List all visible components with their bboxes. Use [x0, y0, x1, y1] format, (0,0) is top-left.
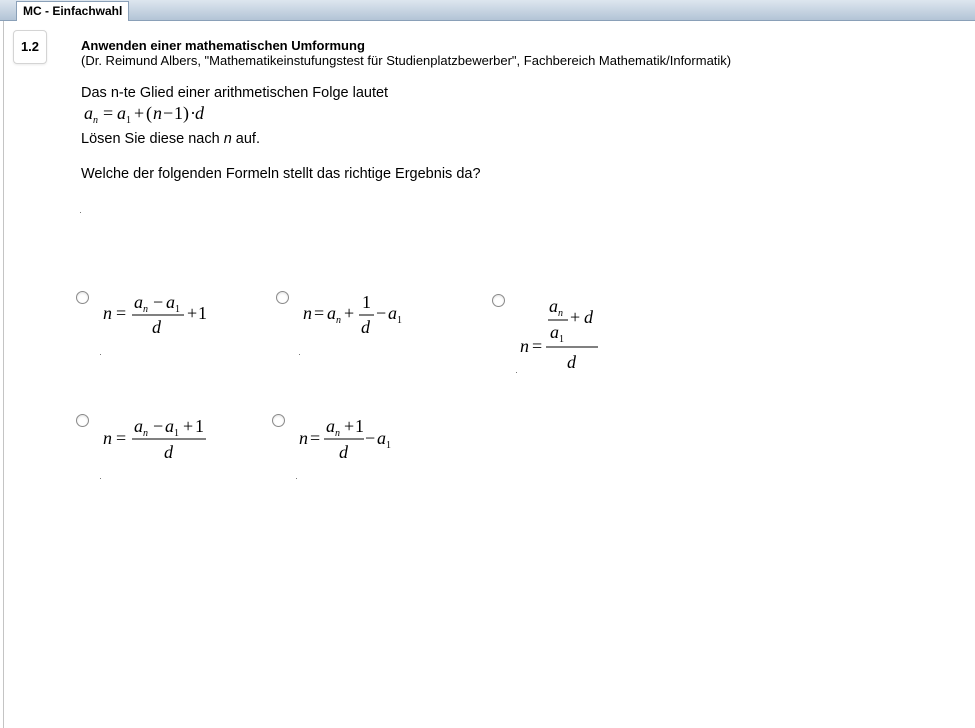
- svg-text:−: −: [153, 292, 164, 312]
- eq-sign: =: [103, 103, 114, 123]
- var-n: n: [153, 103, 162, 123]
- option-c-dot: [516, 372, 517, 373]
- var-a: a: [84, 103, 93, 123]
- svg-text:n: n: [335, 428, 340, 439]
- solve-var: n: [223, 131, 232, 147]
- sub-n: n: [93, 115, 98, 126]
- svg-text:n: n: [103, 428, 112, 448]
- option-c-formula: [516, 290, 616, 375]
- svg-text:n: n: [336, 315, 341, 326]
- option-e-radio[interactable]: [272, 414, 285, 427]
- svg-text:1: 1: [559, 334, 564, 345]
- svg-text:a: a: [326, 416, 335, 436]
- svg-text:a: a: [165, 416, 174, 436]
- svg-text:a: a: [134, 416, 143, 436]
- svg-text:=: =: [116, 428, 127, 448]
- svg-text:d: d: [152, 317, 161, 337]
- svg-text:a: a: [327, 303, 336, 323]
- svg-text:n: n: [303, 303, 312, 323]
- svg-text:n: n: [143, 428, 148, 439]
- svg-text:a: a: [388, 303, 397, 323]
- svg-text:1: 1: [175, 304, 180, 315]
- question-title: Anwenden einer mathematischen Umformung: [81, 38, 365, 53]
- frame-border: [3, 21, 4, 728]
- svg-text:1: 1: [362, 292, 371, 312]
- svg-text:a: a: [166, 292, 175, 312]
- question-number-badge: 1.2: [13, 30, 47, 64]
- svg-text:a: a: [134, 292, 143, 312]
- placeholder-dot: [80, 212, 81, 213]
- option-e-dot: [296, 478, 297, 479]
- svg-text:1: 1: [198, 303, 207, 323]
- option-a-dot: [100, 354, 101, 355]
- option-a-radio[interactable]: [76, 291, 89, 304]
- option-d-dot: [100, 478, 101, 479]
- svg-text:n: n: [520, 336, 529, 356]
- option-d-formula: [100, 413, 220, 465]
- one: 1: [174, 103, 183, 123]
- given-formula: [82, 101, 212, 127]
- svg-text:a: a: [377, 428, 386, 448]
- option-b-dot: [299, 354, 300, 355]
- option-c-radio[interactable]: [492, 294, 505, 307]
- tab-bar: [0, 0, 975, 21]
- svg-text:a: a: [549, 296, 558, 316]
- solve-instruction: [81, 131, 260, 147]
- svg-text:+: +: [344, 416, 355, 436]
- svg-text:1: 1: [174, 428, 179, 439]
- option-d-radio[interactable]: [76, 414, 89, 427]
- solve-suffix: auf.: [231, 131, 260, 147]
- svg-text:a: a: [550, 322, 559, 342]
- question-intro: Das n-te Glied einer arithmetischen Folge lautet: [81, 85, 389, 101]
- svg-text:d: d: [339, 442, 348, 462]
- svg-text:−: −: [376, 303, 387, 323]
- svg-text:−: −: [365, 428, 376, 448]
- minus-sign: −: [163, 103, 174, 123]
- paren-open: (: [146, 103, 152, 123]
- svg-text:n: n: [299, 428, 308, 448]
- plus-sign: +: [134, 103, 145, 123]
- cdot: ·: [190, 103, 196, 123]
- svg-text:n: n: [558, 308, 563, 319]
- svg-text:=: =: [532, 336, 543, 356]
- paren-close: ): [183, 103, 189, 123]
- tab-mc-einfachwahl[interactable]: MC - Einfachwahl: [16, 1, 129, 21]
- question-source: (Dr. Reimund Albers, "Mathematikeinstufungstest für Studienplatzbewerber", Fachbereich Mathematik/Informatik): [81, 53, 732, 68]
- svg-text:1: 1: [386, 440, 391, 451]
- svg-text:+: +: [187, 303, 198, 323]
- option-b-radio[interactable]: [276, 291, 289, 304]
- svg-text:=: =: [116, 303, 127, 323]
- solve-prefix: Lösen Sie diese nach: [81, 131, 224, 147]
- svg-text:d: d: [164, 442, 173, 462]
- svg-text:d: d: [584, 307, 593, 327]
- svg-text:1: 1: [195, 416, 204, 436]
- svg-text:d: d: [567, 352, 576, 372]
- svg-text:d: d: [361, 317, 370, 337]
- sub-1: 1: [126, 115, 131, 126]
- option-e-formula: [296, 413, 406, 465]
- var-d: d: [195, 103, 204, 123]
- svg-text:=: =: [314, 303, 325, 323]
- svg-text:−: −: [153, 416, 164, 436]
- svg-text:+: +: [570, 307, 581, 327]
- var-a: a: [117, 103, 126, 123]
- question-prompt: Welche der folgenden Formeln stellt das richtige Ergebnis da?: [81, 166, 481, 182]
- svg-text:=: =: [310, 428, 321, 448]
- svg-text:1: 1: [397, 315, 402, 326]
- svg-text:n: n: [103, 303, 112, 323]
- svg-text:+: +: [344, 303, 355, 323]
- svg-text:+: +: [183, 416, 194, 436]
- svg-text:n: n: [143, 304, 148, 315]
- option-a-formula: [100, 290, 220, 340]
- option-b-formula: [300, 290, 420, 340]
- svg-text:1: 1: [355, 416, 364, 436]
